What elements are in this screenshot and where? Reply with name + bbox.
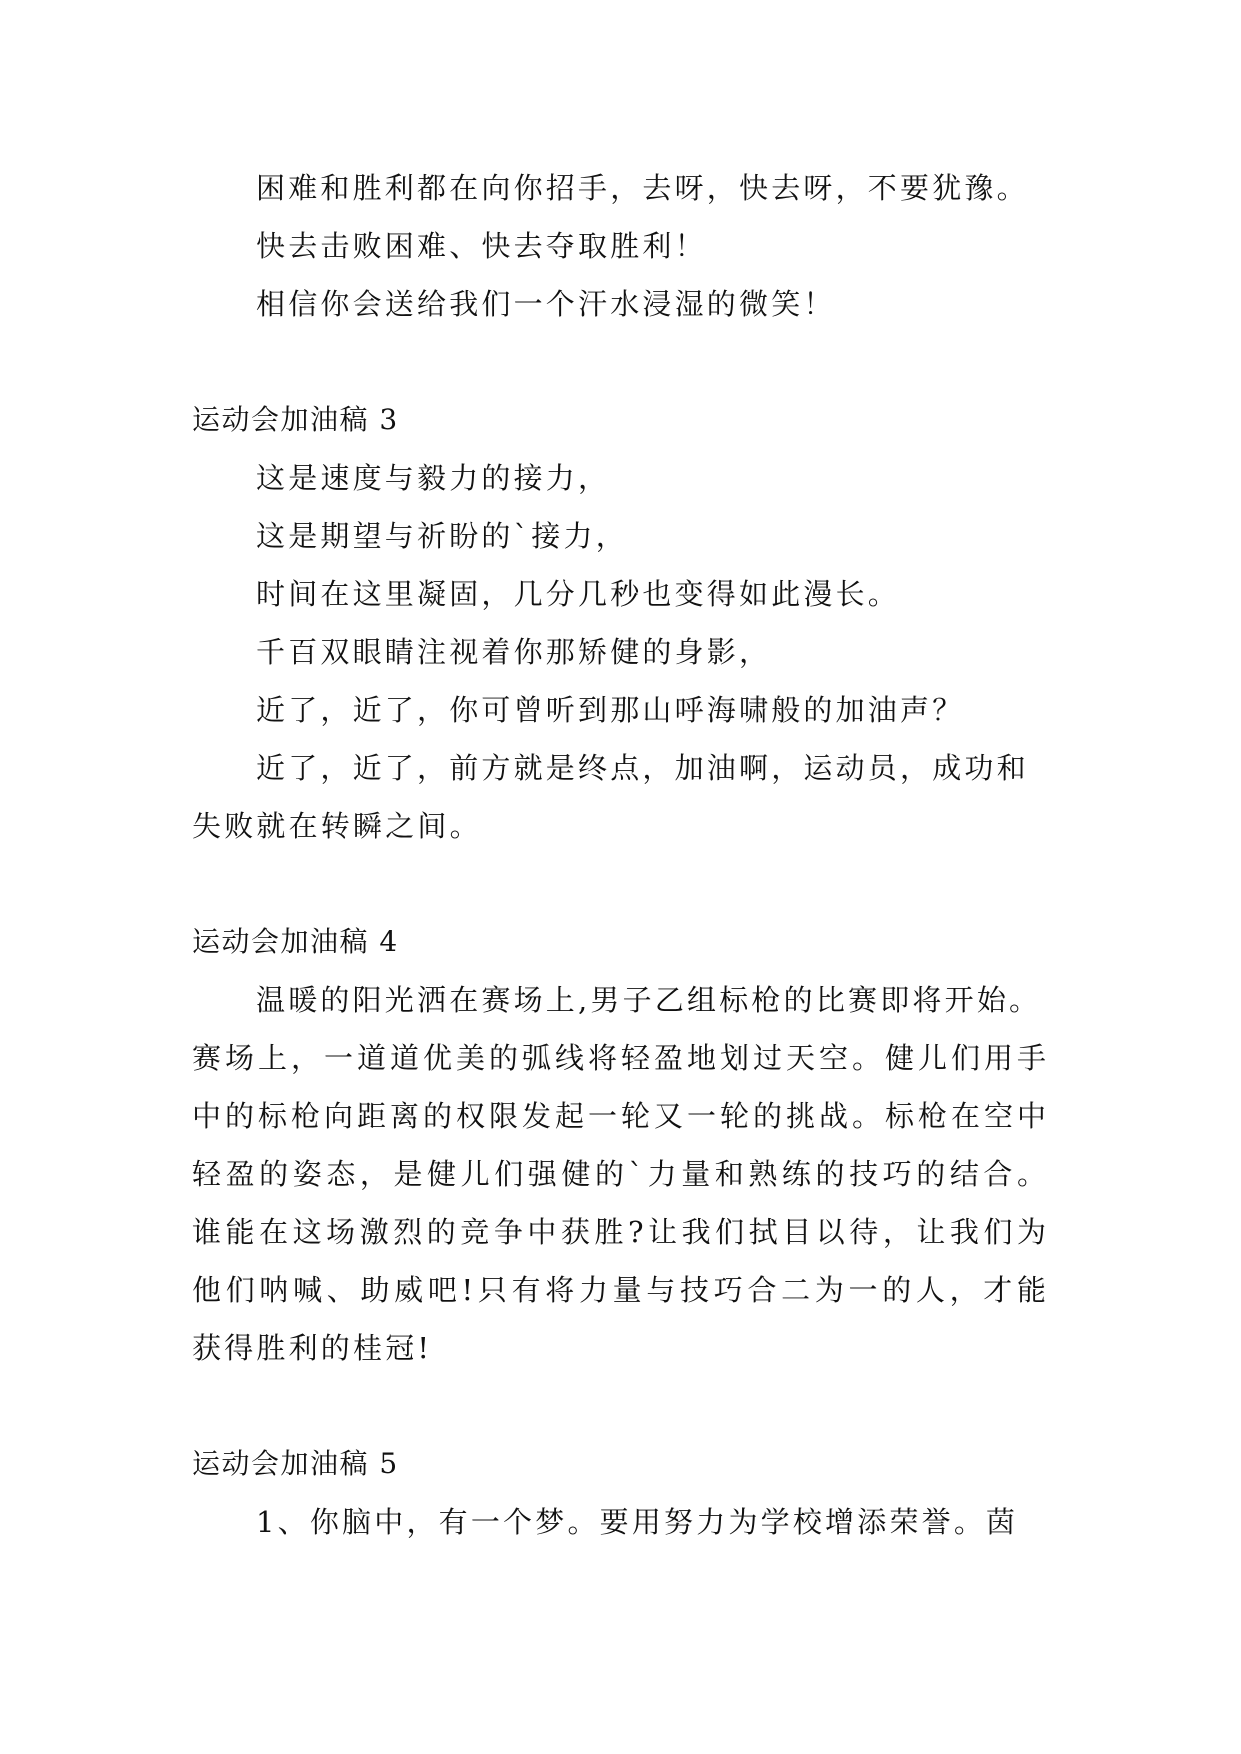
section-heading: 运动会加油稿 5 (192, 1447, 399, 1480)
paragraph-line: 这是期望与祈盼的`接力， (256, 519, 628, 553)
paragraph-line: 赛场上，一道道优美的弧线将轻盈地划过天空。健儿们用手 (192, 1041, 1048, 1075)
paragraph-line: 中的标枪向距离的权限发起一轮又一轮的挑战。标枪在空中 (192, 1099, 1048, 1133)
paragraph-line: 困难和胜利都在向你招手，去呀，快去呀，不要犹豫。 (256, 171, 1029, 205)
paragraph-line: 近了，近了，你可曾听到那山呼海啸般的加油声？ (256, 693, 965, 727)
paragraph-line: 他们呐喊、助威吧!只有将力量与技巧合二为一的人，才能 (192, 1273, 1048, 1307)
paragraph-line: 1、你脑中，有一个梦。要用努力为学校增添荣誉。茵 (256, 1505, 1019, 1539)
paragraph-line: 相信你会送给我们一个汗水浸湿的微笑！ (256, 287, 836, 321)
paragraph-line: 轻盈的姿态，是健儿们强健的`力量和熟练的技巧的结合。 (192, 1157, 1048, 1191)
paragraph-line: 谁能在这场激烈的竞争中获胜?让我们拭目以待，让我们为 (192, 1215, 1048, 1249)
paragraph-line: 温暖的阳光洒在赛场上,男子乙组标枪的比赛即将开始。 (256, 983, 1042, 1017)
paragraph-line: 千百双眼睛注视着你那矫健的身影， (256, 635, 772, 669)
paragraph-line: 失败就在转瞬之间。 (192, 809, 482, 843)
paragraph-line: 获得胜利的桂冠! (192, 1331, 433, 1365)
paragraph-line: 时间在这里凝固，几分几秒也变得如此漫长。 (256, 577, 901, 611)
paragraph-line: 这是速度与毅力的接力， (256, 461, 611, 495)
paragraph-line: 快去击败困难、快去夺取胜利！ (256, 229, 707, 263)
paragraph-line: 近了，近了，前方就是终点，加油啊，运动员，成功和 (256, 751, 1029, 785)
section-heading: 运动会加油稿 3 (192, 403, 399, 436)
section-heading: 运动会加油稿 4 (192, 925, 399, 958)
